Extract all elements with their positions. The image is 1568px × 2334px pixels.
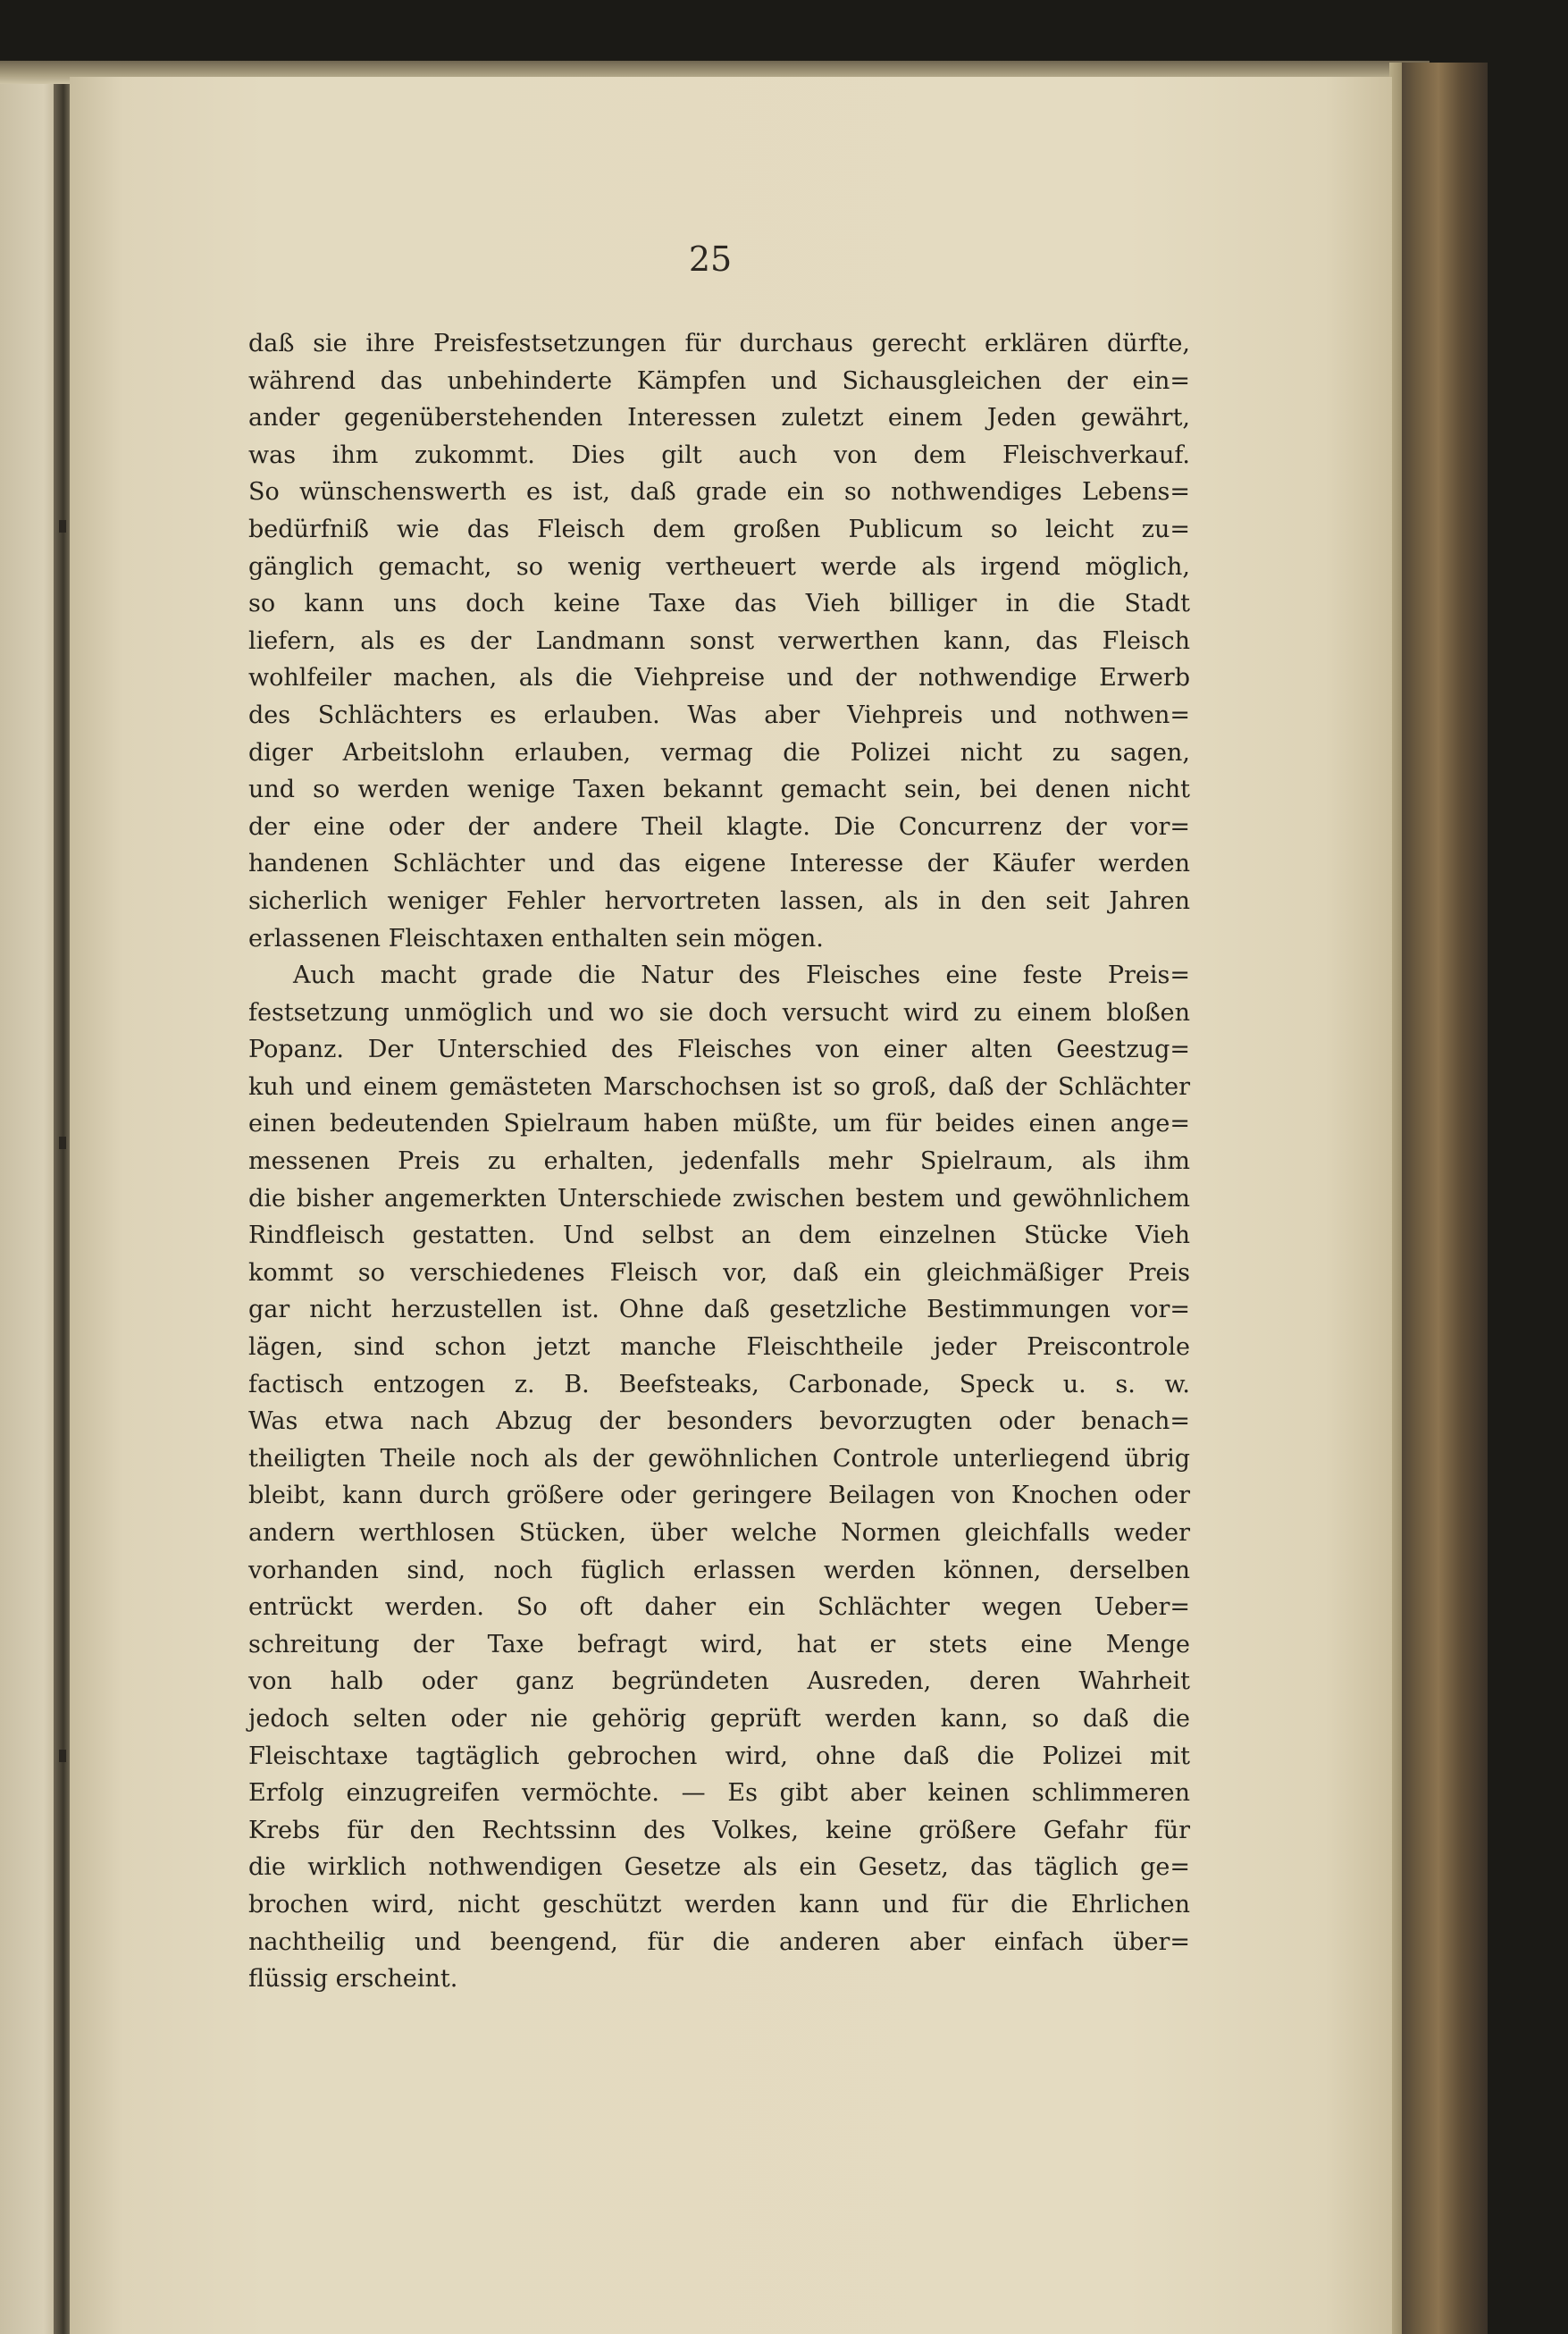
text-line: die bisher angemerkten Unterschiede zwischen bestem und gewöhnlichem (248, 1184, 1190, 1213)
margin-mark (59, 520, 66, 533)
text-line: während das unbehinderte Kämpfen und Sichausgleichen der ein= (248, 366, 1190, 395)
text-line: bedürfniß wie das Fleisch dem großen Publicum so leicht zu= (248, 515, 1190, 543)
text-line: flüssig erscheint. (248, 1965, 458, 1994)
text-line: Rindfleisch gestatten. Und selbst an dem einzelnen Stücke Vieh (248, 1222, 1190, 1250)
text-line: factisch entzogen z. B. Beefsteaks, Carbonade, Speck u. s. w. (248, 1370, 1190, 1398)
text-line: so kann uns doch keine Taxe das Vieh billiger in die Stadt (248, 590, 1190, 618)
text-line: nachtheilig und beengend, für die anderen aber einfach über= (248, 1927, 1190, 1956)
text-line: jedoch selten oder nie gehörig geprüft werden kann, so daß die (248, 1704, 1190, 1733)
text-line: gänglich gemacht, so wenig vertheuert werde als irgend möglich, (248, 552, 1190, 581)
text-line: einen bedeutenden Spielraum haben müßte, um für beides einen ange= (248, 1110, 1190, 1138)
text-line: brochen wird, nicht geschützt werden kann und für die Ehrlichen (248, 1890, 1190, 1918)
text-line: Erfolg einzugreifen vermöchte. — Es gibt aber keinen schlimmeren (248, 1779, 1190, 1808)
text-line: kommt so verschiedenes Fleisch vor, daß ein gleichmäßiger Preis (248, 1258, 1190, 1287)
book-cover-board (1398, 63, 1488, 2334)
text-line: lägen, sind schon jetzt manche Fleischtheile jeder Preiscontrole (248, 1333, 1190, 1362)
text-line: entrückt werden. So oft daher ein Schlächter wegen Ueber= (248, 1593, 1190, 1622)
text-line: vorhanden sind, noch füglich erlassen werden können, derselben (248, 1556, 1190, 1584)
text-line: theiligten Theile noch als der gewöhnlichen Controle unterliegend übrig (248, 1444, 1190, 1473)
text-line: Auch macht grade die Natur des Fleisches eine feste Preis= (293, 961, 1190, 990)
text-line: der eine oder der andere Theil klagte. Die Concurrenz der vor= (248, 812, 1190, 841)
text-line: erlassenen Fleischtaxen enthalten sein mögen. (248, 924, 824, 953)
text-line: So wünschenswerth es ist, daß grade ein so nothwendiges Lebens= (248, 478, 1190, 507)
text-line: was ihm zukommt. Dies gilt auch von dem Fleischverkauf. (248, 441, 1190, 469)
text-line: messenen Preis zu erhalten, jedenfalls mehr Spielraum, als ihm (248, 1147, 1190, 1176)
text-line: sicherlich weniger Fehler hervortreten lassen, als in den seit Jahren (248, 886, 1190, 915)
text-line: wohlfeiler machen, als die Viehpreise und der nothwendige Erwerb (248, 664, 1190, 693)
body-text (248, 325, 1190, 1998)
text-line: schreitung der Taxe befragt wird, hat er stets eine Menge (248, 1630, 1190, 1658)
text-line: des Schlächters es erlauben. Was aber Viehpreis und nothwen= (248, 701, 1190, 729)
text-line: handenen Schlächter und das eigene Interesse der Käufer werden (248, 850, 1190, 878)
text-line: und so werden wenige Taxen bekannt gemacht sein, bei denen nicht (248, 776, 1190, 804)
text-line: festsetzung unmöglich und wo sie doch versucht wird zu einem bloßen (248, 998, 1190, 1027)
text-line: die wirklich nothwendigen Gesetze als ein Gesetz, das täglich ge= (248, 1853, 1190, 1882)
text-line: Krebs für den Rechtssinn des Volkes, keine größere Gefahr für (248, 1816, 1190, 1844)
text-line: kuh und einem gemästeten Marschochsen ist so groß, daß der Schlächter (248, 1072, 1190, 1101)
text-line: bleibt, kann durch größere oder geringere Beilagen von Knochen oder (248, 1482, 1190, 1510)
text-line: diger Arbeitslohn erlauben, vermag die Polizei nicht zu sagen, (248, 738, 1190, 767)
text-line: gar nicht herzustellen ist. Ohne daß gesetzliche Bestimmungen vor= (248, 1296, 1190, 1324)
text-line: Popanz. Der Unterschied des Fleisches von einer alten Geestzug= (248, 1036, 1190, 1064)
text-line: liefern, als es der Landmann sonst verwerthen kann, das Fleisch (248, 626, 1190, 655)
margin-mark (59, 1750, 66, 1762)
margin-mark (59, 1137, 66, 1149)
page-number: 25 (688, 239, 733, 279)
text-line: daß sie ihre Preisfestsetzungen für durchaus gerecht erklären dürfte, (248, 330, 1190, 357)
text-line: ander gegenüberstehenden Interessen zuletzt einem Jeden gewährt, (248, 404, 1190, 432)
text-line: Fleischtaxe tagtäglich gebrochen wird, ohne daß die Polizei mit (248, 1742, 1190, 1770)
text-line: von halb oder ganz begründeten Ausreden, deren Wahrheit (248, 1667, 1190, 1696)
text-line: Was etwa nach Abzug der besonders bevorzugten oder benach= (248, 1407, 1190, 1436)
text-line: andern werthlosen Stücken, über welche Normen gleichfalls weder (248, 1519, 1190, 1547)
